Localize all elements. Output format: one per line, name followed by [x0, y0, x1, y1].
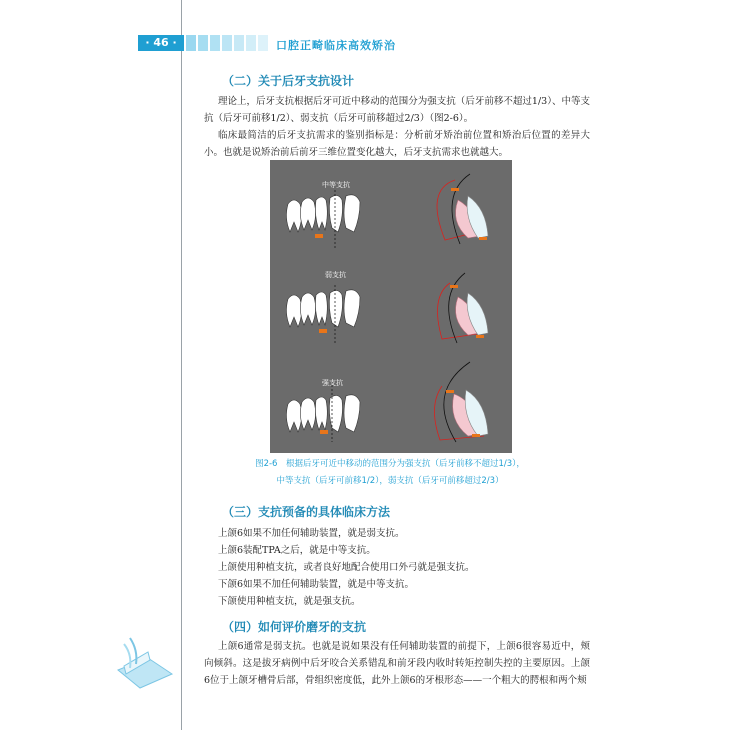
section-heading: （三）支抗预备的具体临床方法 — [222, 505, 391, 519]
tooth-diagram — [270, 160, 512, 453]
section-heading: （二）关于后牙支抗设计 — [222, 74, 355, 88]
paragraph: 理论上，后牙支抗根据后牙可近中移动的范围分为强支抗（后牙前移不超过1/3）、中等支抗（后牙可前移1/2）、弱支抗（后牙可前移超过2/3）（图2-6）。 — [204, 96, 590, 124]
list-item: 上颌6装配TPA之后，就是中等支抗。 — [218, 545, 376, 556]
running-title: 口腔正畸临床高效矫治 — [276, 39, 396, 52]
section-heading: （四）如何评价磨牙的支抗 — [222, 620, 367, 634]
list-item: 下颌6如果不加任何辅助装置，就是中等支抗。 — [218, 579, 415, 590]
label-strong-anchorage: 强支抗 — [322, 379, 343, 387]
figure-caption-line1: 图2-6 根据后牙可近中移动的范围分为强支抗（后牙前移不超过1/3）， — [255, 459, 525, 469]
label-weak-anchorage: 弱支抗 — [325, 271, 346, 279]
teeth-row-moderate — [286, 174, 488, 250]
teeth-row-weak — [286, 273, 488, 345]
book-decoration-icon — [110, 630, 180, 690]
teeth-row-strong — [286, 362, 488, 442]
paragraph: 上颌6通常是弱支抗。也就是说如果没有任何辅助装置的前提下，上颌6很容易近中，颊向倾斜。这是拔牙病例中后牙咬合关系错乱和前牙段内收时转矩控制失控的主要原因。上颌6位于上颌牙槽骨后部，骨组织密度低，此外上颌6的牙根形态——一个粗大的腭根和两个颊 — [204, 641, 590, 686]
list-item: 上颌6如果不加任何辅助装置，就是弱支抗。 — [218, 528, 405, 539]
list-item: 下颌使用种植支抗，就是强支抗。 — [218, 596, 361, 607]
figure-caption-line2: 中等支抗（后牙可前移1/2），弱支抗（后牙可前移超过2/3） — [276, 476, 504, 486]
figure-tooth-anchorage — [270, 160, 512, 453]
header-decoration-blocks — [186, 35, 276, 51]
paragraph: 临床最简洁的后牙支抗需求的鉴别指标是：分析前牙矫治前位置和矫治后位置的差异大小。也就是说矫治前后前牙三维位置变化越大，后牙支抗需求也就越大。 — [204, 130, 590, 158]
list-item: 上颌使用种植支抗，或者良好地配合使用口外弓就是强支抗。 — [218, 562, 475, 573]
page-header — [96, 0, 730, 60]
page-number-badge: · 46 · — [138, 35, 184, 51]
label-moderate-anchorage: 中等支抗 — [322, 181, 350, 189]
binding-margin-line — [181, 0, 182, 730]
